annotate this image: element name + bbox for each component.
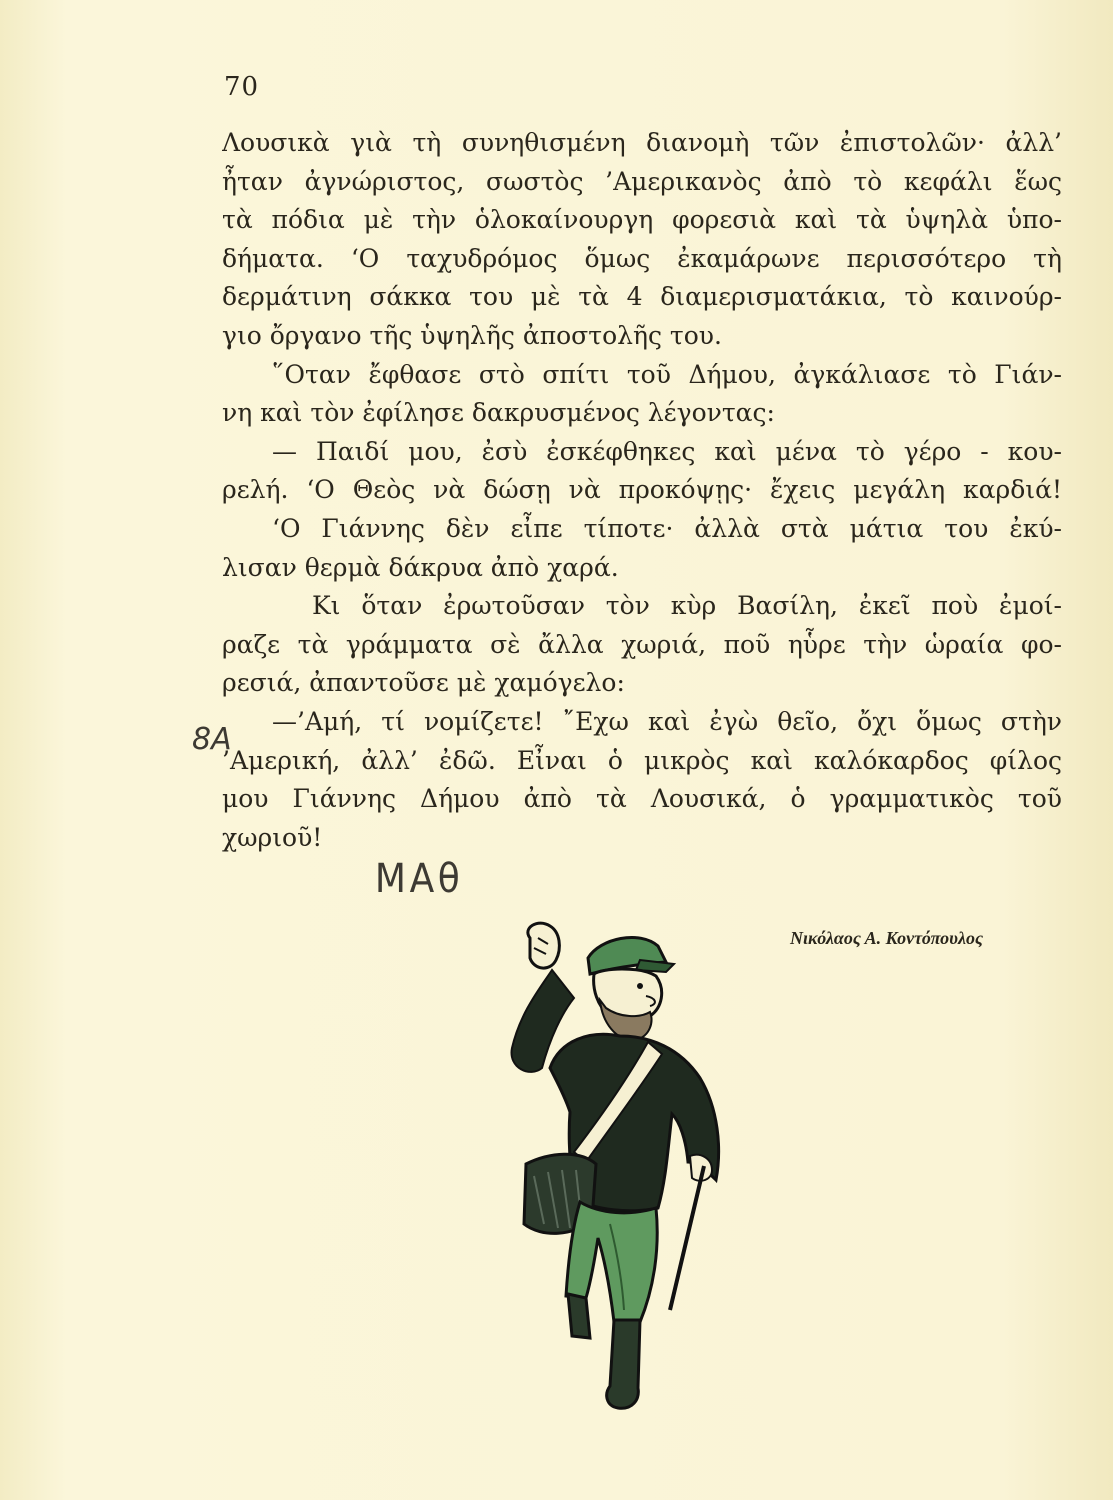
text-line: ῞Οταν ἔφθασε στὸ σπίτι τοῦ Δήμου, ἀγκάλιασε τὸ Γιάν- xyxy=(272,359,1062,389)
text-line: — Παιδί μου, ἐσὺ ἐσκέφθηκες καὶ μένα τὸ γέρο - κου- xyxy=(272,436,1062,466)
text-line: ρελή. ‘Ο Θεὸς νὰ δώσῃ νὰ προκόψῃς· ἔχεις μεγάλη καρδιά! xyxy=(222,475,1062,505)
text-line: Λουσικὰ γιὰ τὴ συνηθισμένη διανομὴ τῶν ἐπιστολῶν· ἀλλ’ xyxy=(222,128,1062,157)
text-line: χωριοῦ! xyxy=(222,822,323,852)
text-line: τὰ πόδια μὲ τὴν ὁλοκαίνουργη φορεσιὰ καὶ τὰ ὑψηλὰ ὑπο- xyxy=(222,205,1062,235)
text-line: γιο ὄργανο τῆς ὑψηλῆς ἀποστολῆς του. xyxy=(222,320,722,350)
text-line: ραζε τὰ γράμματα σὲ ἄλλα χωριά, ποῦ ηὗρε τὴν ὡραία φο- xyxy=(222,629,1062,659)
text-line: δερμάτινη σάκκα του μὲ τὰ 4 διαμερισματάκια, τὸ καινούρ- xyxy=(222,282,1062,312)
page-number: 70 xyxy=(224,72,260,102)
text-line: ’Αμερική, ἀλλ’ ἐδῶ. Εἶναι ὁ μικρὸς καὶ καλόκαρδος φίλος xyxy=(222,745,1062,775)
postman-figure-icon xyxy=(490,918,760,1418)
text-line: δήματα. ‘Ο ταχυδρόμος ὅμως ἐκαμάρωνε περισσότερο τὴ xyxy=(222,243,1062,273)
handwritten-margin-note: 8A xyxy=(192,722,232,757)
body-text xyxy=(222,124,1062,857)
text-line: Κι ὅταν ἐρωτοῦσαν τὸν κὺρ Βασίλη, ἐκεῖ ποὺ ἐμοί- xyxy=(312,591,1062,621)
handwritten-mark: ΜΑθ xyxy=(374,856,464,902)
text-line: ‘Ο Γιάννης δὲν εἶπε τίποτε· ἀλλὰ στὰ μάτια του ἐκύ- xyxy=(272,513,1062,543)
text-line: ἦταν ἀγνώριστος, σωστὸς ’Αμερικανὸς ἀπὸ τὸ κεφάλι ἕως xyxy=(222,166,1062,196)
text-line: λισαν θερμὰ δάκρυα ἀπὸ χαρά. xyxy=(222,552,619,582)
text-line: ρεσιά, ἀπαντοῦσε μὲ χαμόγελο: xyxy=(222,668,625,698)
text-line: νη καὶ τὸν ἐφίλησε δακρυσμένος λέγοντας: xyxy=(222,398,775,428)
text-line: μου Γιάννης Δήμου ἀπὸ τὰ Λουσικά, ὁ γραμματικὸς τοῦ xyxy=(222,784,1062,814)
text-line: —’Αμή, τί νομίζετε! ῎Εχω καὶ ἐγὼ θεῖο, ὄχι ὅμως στὴν xyxy=(272,706,1062,736)
author-signature: Νικόλαος Α. Κοντόπουλος xyxy=(790,928,983,948)
